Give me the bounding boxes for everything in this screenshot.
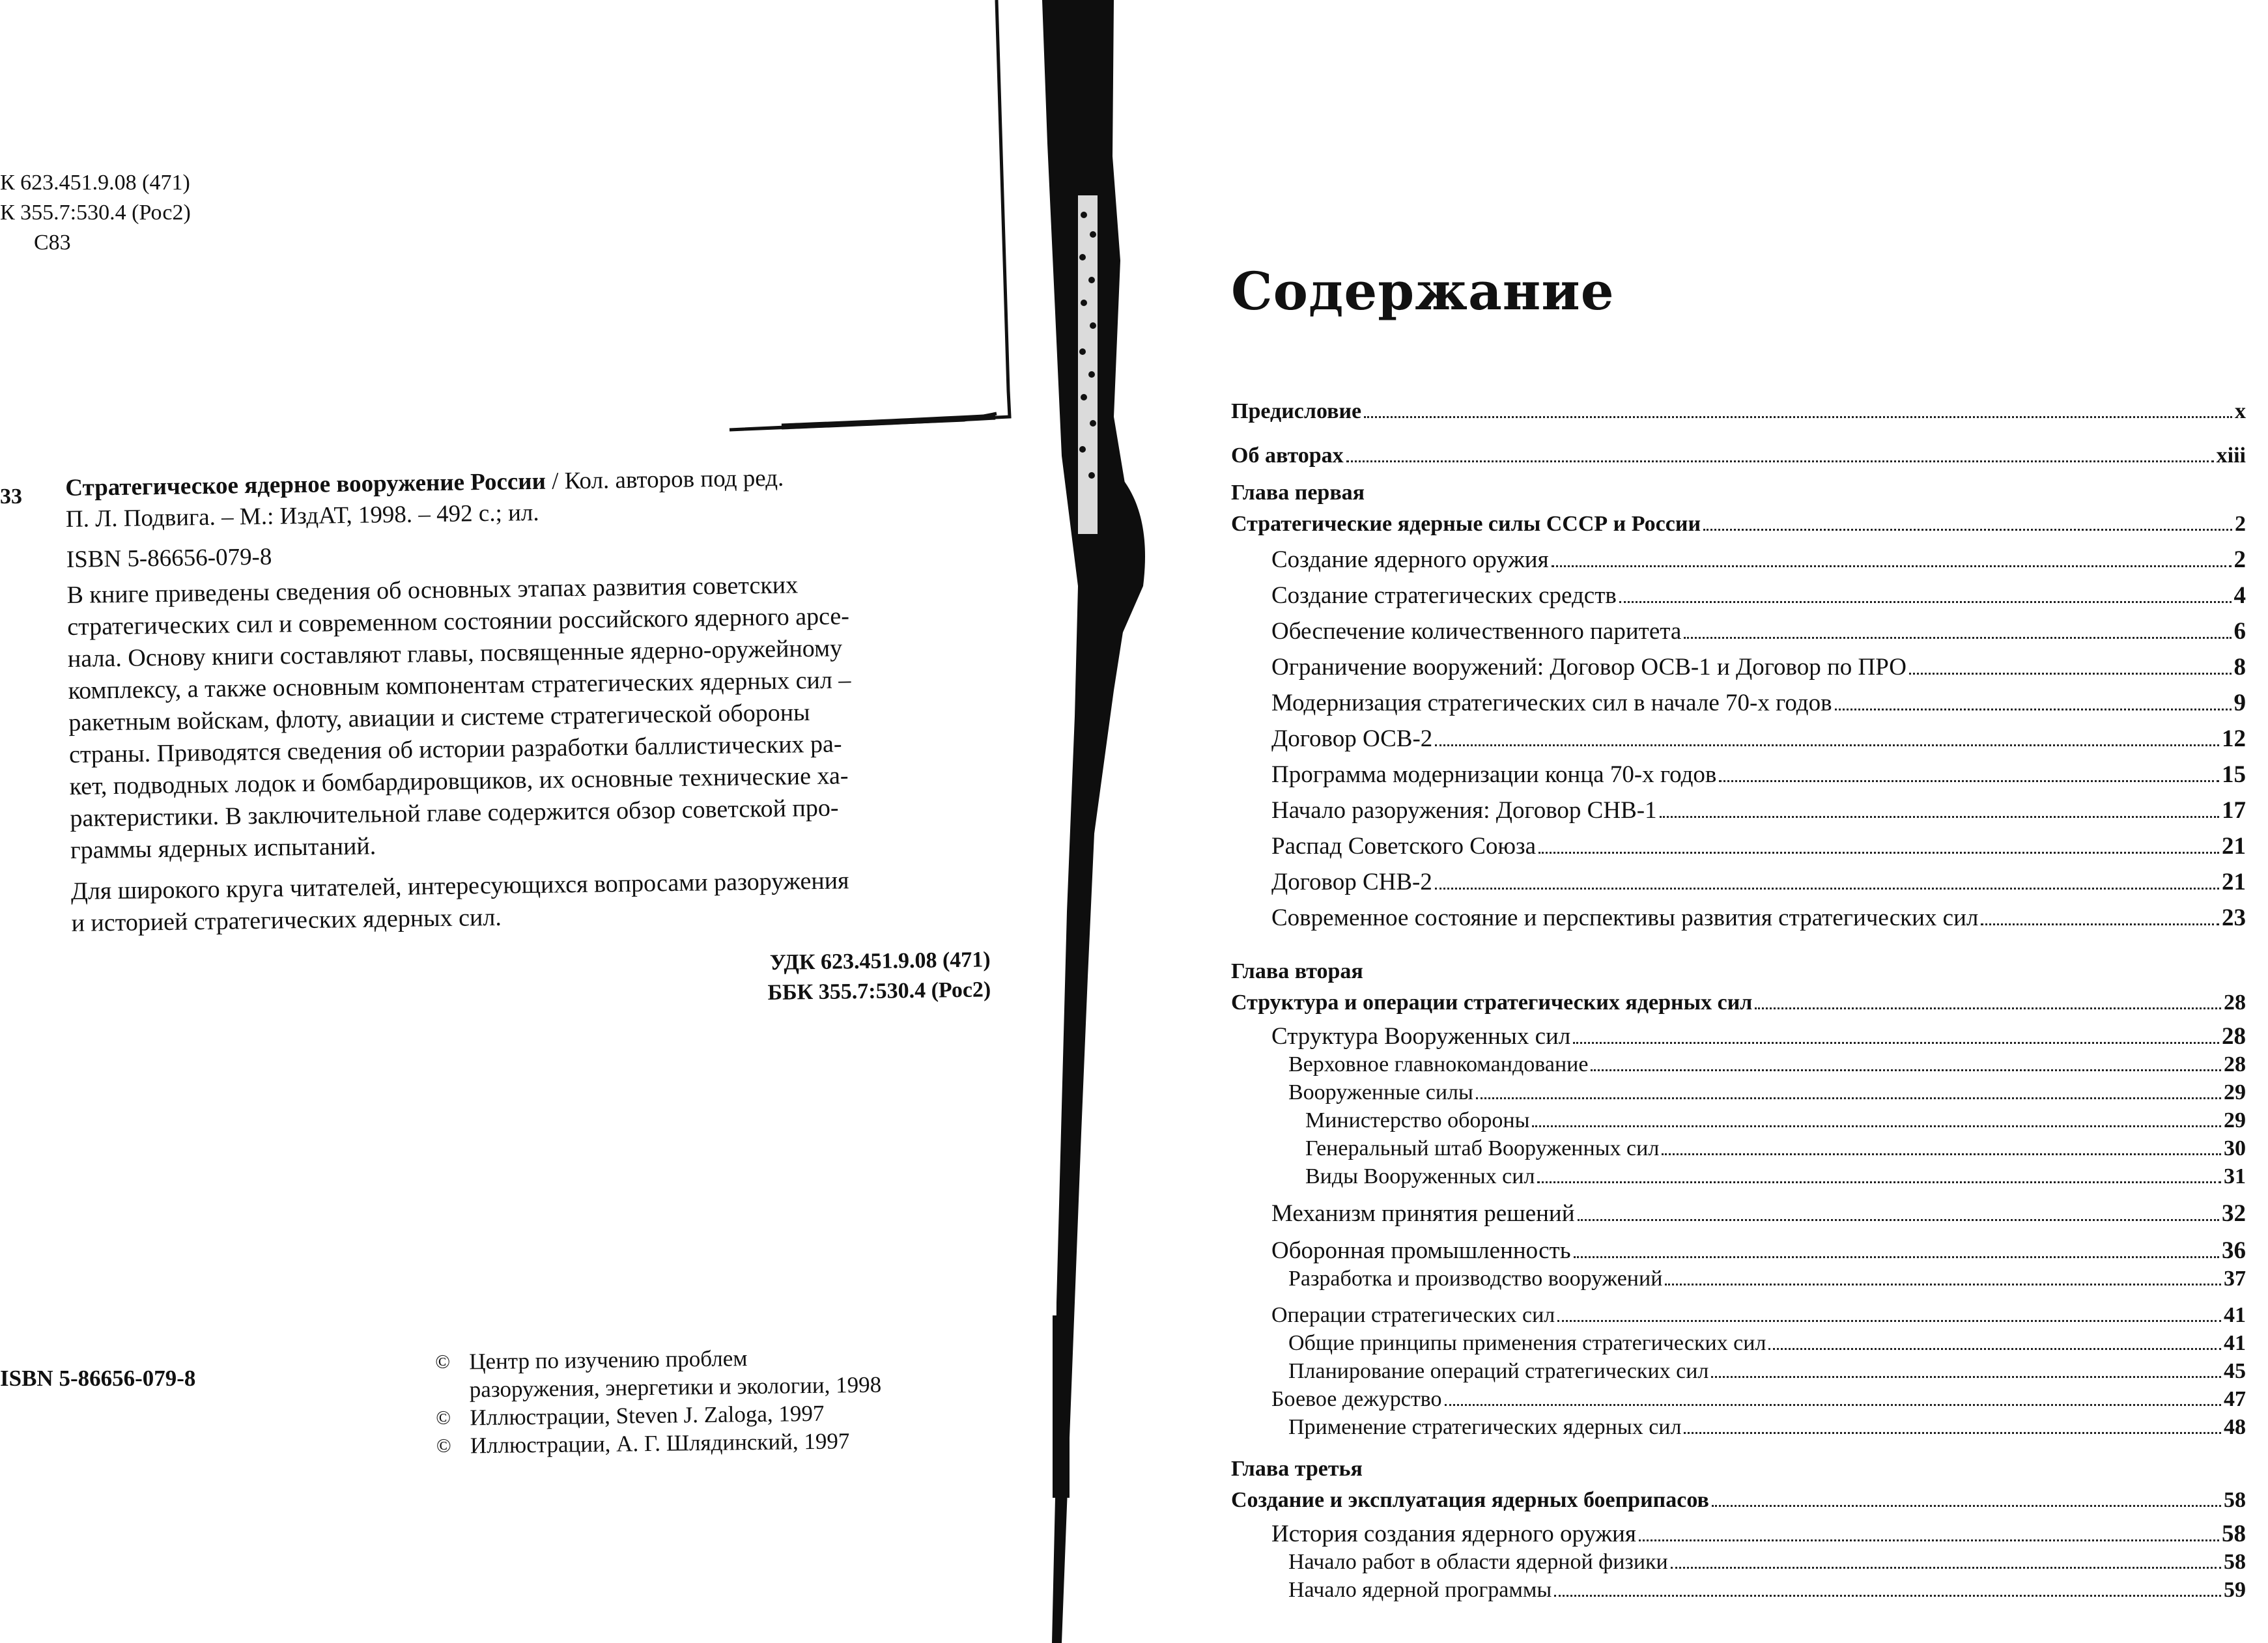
toc-dot-leader <box>1538 852 2219 854</box>
toc-dot-leader <box>1909 673 2232 675</box>
toc-dot-leader <box>1703 529 2232 531</box>
toc-entry-page: 12 <box>2222 725 2246 752</box>
toc-entry <box>1271 546 2246 574</box>
toc-entry-label: Стратегические ядерные силы СССР и России <box>1231 512 1701 536</box>
toc-entry-label: Программа модернизации конца 70-х годов <box>1271 761 1717 788</box>
toc-entry-page: 48 <box>2224 1415 2246 1439</box>
toc-entry-label: Механизм принятия решений <box>1271 1200 1575 1227</box>
entry-title-rest: / Кол. авторов под ред. <box>545 464 784 495</box>
toc-entry-page: 4 <box>2233 582 2246 609</box>
toc-entry-label: Генеральный штаб Вооруженных сил <box>1305 1136 1660 1160</box>
toc-entry <box>1271 796 2246 825</box>
entry-audience <box>71 863 984 940</box>
toc-entry <box>1271 1301 2246 1330</box>
toc-dot-leader <box>1711 1376 2221 1378</box>
toc-entry <box>1288 1265 2246 1293</box>
toc-entry-label: Начало ядерной программы <box>1288 1578 1552 1602</box>
toc-entry-page: 58 <box>2224 1550 2246 1574</box>
toc-entry-label: Об авторах <box>1231 443 1344 468</box>
annotation-line: ракетным войскам, флоту, авиации и системе стратегической обороны <box>68 699 810 737</box>
toc-dot-leader <box>1346 460 2214 462</box>
toc-entry-label: Планирование операций стратегических сил <box>1288 1359 1709 1383</box>
toc-entry-label: Применение стратегических ядерных сил <box>1288 1415 1682 1439</box>
toc-entry <box>1288 1576 2246 1605</box>
chapter-3-heading: Глава третья <box>1231 1457 1363 1481</box>
toc-entry-page: 59 <box>2224 1578 2246 1602</box>
toc-entry <box>1288 1050 2246 1079</box>
toc-entry <box>1271 832 2246 861</box>
toc-entry <box>1271 1022 2246 1051</box>
toc-dot-leader <box>1537 1181 2221 1183</box>
toc-entry <box>1305 1162 2246 1191</box>
annotation-line: комплексу, а также основным компонентам стратегических ядерных сил – <box>68 666 851 705</box>
toc-dot-leader <box>1532 1125 2221 1127</box>
toc-dot-leader <box>1619 601 2232 603</box>
toc-entry-page: 58 <box>2224 1488 2246 1512</box>
toc-entry-page: 30 <box>2224 1136 2246 1160</box>
left-page <box>0 0 1016 1643</box>
toc-dot-leader <box>1662 1153 2221 1155</box>
toc-entry-label: Виды Вооруженных сил <box>1305 1164 1535 1188</box>
toc-entry <box>1231 397 2246 426</box>
classification-block <box>72 945 991 1018</box>
right-page <box>1212 0 2268 1643</box>
catalog-udk-short: К 623.451.9.08 (471) <box>0 171 190 195</box>
entry-publication-line: П. Л. Подвига. – М.: ИздАТ, 1998. – 492 с.; ил. <box>65 499 539 533</box>
toc-entry-label: Обеспечение количественного паритета <box>1271 618 1682 645</box>
toc-entry <box>1271 725 2246 753</box>
toc-dot-leader <box>1835 709 2232 710</box>
entry-title: Стратегическое ядерное вооружение России <box>65 468 546 501</box>
toc-entry-page: 17 <box>2222 797 2246 824</box>
annotation-line: граммы ядерных испытаний. <box>70 832 376 864</box>
chapter-2-heading: Глава вторая <box>1231 959 1363 983</box>
toc-dot-leader <box>1684 1432 2221 1434</box>
copyright-icon: © <box>436 1435 451 1457</box>
chapter-1-heading: Глава первая <box>1231 481 1365 505</box>
toc-entry-label: Распад Советского Союза <box>1271 833 1537 860</box>
toc-entry-page: 2 <box>2233 546 2246 573</box>
entry-isbn: ISBN 5-86656-079-8 <box>66 543 272 573</box>
annotation-line: страны. Приводятся сведения об истории разработки баллистических ра- <box>68 730 842 768</box>
toc-entry-label: Создание и эксплуатация ядерных боеприпасов <box>1231 1488 1709 1512</box>
toc-entry-label: Вооруженные силы <box>1288 1080 1473 1104</box>
toc-dot-leader <box>1552 565 2232 567</box>
toc-entry <box>1305 1134 2246 1163</box>
copyright-icon: © <box>435 1351 451 1373</box>
toc-entry-label: Операции стратегических сил <box>1271 1303 1555 1327</box>
binding-gutter <box>1016 0 1212 1643</box>
bibliographic-entry <box>65 460 991 1017</box>
toc-entry-page: 6 <box>2233 618 2246 645</box>
toc-dot-leader <box>1557 1320 2221 1322</box>
toc-entry <box>1288 1329 2246 1358</box>
toc-entry <box>1271 1237 2246 1265</box>
toc-entry-label: Общие принципы применения стратегических сил <box>1288 1331 1766 1355</box>
toc-entry <box>1231 442 2246 470</box>
toc-dot-leader <box>1578 1219 2219 1221</box>
toc-entry-page: x <box>2235 399 2246 423</box>
catalog-author-mark: С83 <box>34 231 71 255</box>
toc-dot-leader <box>1665 1284 2221 1285</box>
toc-entry <box>1288 1357 2246 1386</box>
toc-entry-label: Оборонная промышленность <box>1271 1237 1571 1264</box>
toc-dot-leader <box>1573 1042 2219 1044</box>
toc-entry <box>1288 1078 2246 1107</box>
toc-dot-leader <box>1719 780 2219 782</box>
toc-entry <box>1305 1106 2246 1135</box>
scan-artifact <box>690 0 1016 443</box>
toc-dot-leader <box>1476 1097 2221 1099</box>
toc-entry-page: 28 <box>2224 1052 2246 1076</box>
toc-dot-leader <box>1684 637 2231 639</box>
toc-dot-leader <box>1639 1539 2219 1541</box>
toc-entry <box>1271 617 2246 646</box>
bbk-code: ББК 355.7:530.4 (Рос2) <box>767 977 991 1005</box>
copyright-holder: Центр по изучению проблем <box>469 1345 748 1375</box>
toc-entry-label: Современное состояние и перспективы развития стратегических сил <box>1271 905 1979 931</box>
toc-dot-leader <box>1435 744 2219 746</box>
toc-entry-label: Модернизация стратегических сил в начале 70-х годов <box>1271 690 1832 716</box>
toc-title: Содержание <box>1231 260 1615 322</box>
toc-entry-label: Верховное главнокомандование <box>1288 1052 1589 1076</box>
copyright-row <box>435 1343 881 1404</box>
toc-dot-leader <box>1755 1007 2221 1009</box>
annotation-line: нала. Основу книги составляют главы, посвященные ядерно-оружейному <box>67 634 843 673</box>
toc-dot-leader <box>1435 888 2219 890</box>
copyright-block <box>435 1343 882 1460</box>
toc-entry-label: Создание ядерного оружия <box>1271 546 1549 573</box>
catalog-bbk-short: К 355.7:530.4 (Рос2) <box>0 201 191 225</box>
toc-entry-label: Начало работ в области ядерной физики <box>1288 1550 1668 1574</box>
toc-dot-leader <box>1554 1595 2221 1597</box>
toc-entry-label: Боевое дежурство <box>1271 1387 1442 1411</box>
entry-annotation <box>66 567 982 867</box>
toc-dot-leader <box>1445 1404 2221 1406</box>
toc-entry-label: Создание стратегических средств <box>1271 582 1617 609</box>
toc-entry <box>1271 1200 2246 1228</box>
toc-entry-page: 41 <box>2224 1331 2246 1355</box>
toc-entry-page: 32 <box>2222 1200 2246 1227</box>
copyright-row <box>436 1427 883 1460</box>
copyright-illustrations: Иллюстрации, А. Г. Шлядинский, 1997 <box>470 1428 850 1459</box>
toc-dot-leader <box>1574 1256 2219 1258</box>
toc-entry <box>1231 1486 2246 1515</box>
audience-line: Для широкого круга читателей, интересующихся вопросами разоружения <box>70 867 849 905</box>
annotation-line: В книге приведены сведения об основных этапах развития советских <box>66 571 799 609</box>
toc-entry-page: 21 <box>2222 833 2246 860</box>
toc-entry-page: 29 <box>2224 1080 2246 1104</box>
toc-entry-label: Ограничение вооружений: Договор ОСВ-1 и Договор по ПРО <box>1271 654 1907 681</box>
toc-entry-label: Разработка и производство вооружений <box>1288 1267 1663 1291</box>
toc-entry <box>1271 1385 2246 1414</box>
toc-entry-label: История создания ядерного оружия <box>1271 1521 1636 1547</box>
toc-entry-page: 37 <box>2224 1267 2246 1291</box>
toc-entry-label: Структура Вооруженных сил <box>1271 1023 1571 1050</box>
toc-entry <box>1231 510 2246 539</box>
footer-isbn: ISBN 5-86656-079-8 <box>0 1366 196 1391</box>
toc-entry <box>1288 1548 2246 1577</box>
entry-side-number: 33 <box>0 484 22 509</box>
toc-entry <box>1271 761 2246 789</box>
toc-entry <box>1271 689 2246 718</box>
toc-entry-page: 58 <box>2222 1521 2246 1547</box>
toc-entry-page: 36 <box>2222 1237 2246 1264</box>
toc-entry-label: Предисловие <box>1231 399 1362 423</box>
toc-entry-page: 31 <box>2224 1164 2246 1188</box>
toc-entry <box>1231 989 2246 1017</box>
toc-entry-page: 21 <box>2222 869 2246 895</box>
toc-entry-page: xiii <box>2216 443 2246 468</box>
copyright-holder-cont: разоружения, энергетики и экологии, 1998 <box>469 1371 882 1403</box>
toc-entry-page: 9 <box>2233 690 2246 716</box>
copyright-illustrations: Иллюстрации, Steven J. Zaloga, 1997 <box>470 1400 825 1431</box>
toc-entry-page: 28 <box>2224 990 2246 1015</box>
udk-code: УДК 623.451.9.08 (471) <box>769 948 991 975</box>
annotation-line: кет, подводных лодок и бомбардировщиков, их основные технические ха- <box>69 762 849 800</box>
toc-dot-leader <box>1981 923 2219 925</box>
toc-entry-label: Структура и операции стратегических ядерных сил <box>1231 990 1753 1015</box>
copyright-icon: © <box>436 1407 451 1429</box>
toc-entry-page: 23 <box>2222 905 2246 931</box>
toc-entry-label: Начало разоружения: Договор СНВ-1 <box>1271 797 1657 824</box>
toc-entry-label: Договор СНВ-2 <box>1271 869 1432 895</box>
toc-dot-leader <box>1768 1348 2221 1350</box>
toc-entry-page: 47 <box>2224 1387 2246 1411</box>
annotation-line: рактеристики. В заключительной главе содержится обзор советской про- <box>70 794 839 832</box>
toc-dot-leader <box>1591 1069 2221 1071</box>
toc-entry <box>1288 1413 2246 1442</box>
toc-dot-leader <box>1671 1567 2221 1569</box>
toc-entry-page: 41 <box>2224 1303 2246 1327</box>
toc-entry-label: Договор ОСВ-2 <box>1271 725 1433 752</box>
toc-dot-leader <box>1364 416 2232 418</box>
toc-entry-page: 2 <box>2235 512 2246 536</box>
toc-dot-leader <box>1712 1505 2221 1507</box>
toc-dot-leader <box>1660 816 2219 818</box>
toc-entry-page: 15 <box>2222 761 2246 788</box>
audience-line: и историей стратегических ядерных сил. <box>71 903 502 937</box>
toc-entry-page: 8 <box>2233 654 2246 681</box>
toc-entry <box>1271 653 2246 682</box>
toc-entry-label: Министерство обороны <box>1305 1108 1530 1132</box>
toc-entry-page: 28 <box>2222 1023 2246 1050</box>
toc-entry-page: 45 <box>2224 1359 2246 1383</box>
toc-entry-page: 29 <box>2224 1108 2246 1132</box>
toc-entry <box>1271 904 2246 933</box>
annotation-line: стратегических сил и современном состоянии российского ядерного арсе- <box>67 602 850 641</box>
toc-entry <box>1271 868 2246 897</box>
toc-entry <box>1271 1520 2246 1549</box>
toc-entry <box>1271 582 2246 610</box>
